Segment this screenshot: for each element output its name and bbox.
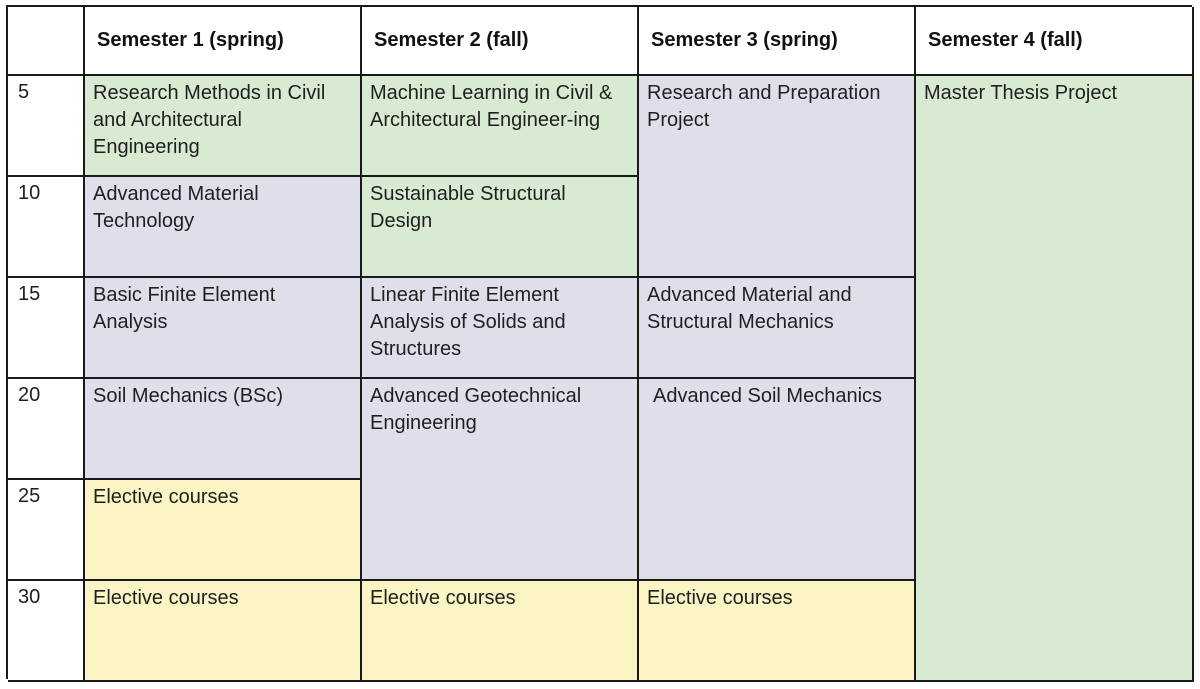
credit-label-15: 15 [8, 278, 85, 379]
header-corner [8, 7, 85, 76]
course-cell-research-methods: Research Methods in Civil and Architectural Engineering [85, 76, 362, 177]
course-cell-soil-mechanics: Soil Mechanics (BSc) [85, 379, 362, 480]
course-cell-elective-s1-b: Elective courses [85, 581, 362, 682]
credit-label-10: 10 [8, 177, 85, 278]
course-cell-advanced-material-structural: Advanced Material and Structural Mechanics [639, 278, 916, 379]
credit-label-20: 20 [8, 379, 85, 480]
header-semester-1: Semester 1 (spring) [85, 7, 362, 76]
header-semester-3: Semester 3 (spring) [639, 7, 916, 76]
course-cell-advanced-geotechnical: Advanced Geotechnical Engineering [362, 379, 639, 581]
credit-label-25: 25 [8, 480, 85, 581]
course-cell-elective-s2: Elective courses [362, 581, 639, 682]
course-cell-linear-fea: Linear Finite Element Analysis of Solids and Structures [362, 278, 639, 379]
header-semester-4: Semester 4 (fall) [916, 7, 1194, 76]
curriculum-table [6, 5, 1192, 679]
course-cell-machine-learning: Machine Learning in Civil & Architectural Engineer-ing [362, 76, 639, 177]
course-cell-advanced-material-technology: Advanced Material Technology [85, 177, 362, 278]
course-cell-sustainable-structural-design: Sustainable Structural Design [362, 177, 639, 278]
course-cell-research-preparation: Research and Preparation Project [639, 76, 916, 278]
course-cell-elective-s1-a: Elective courses [85, 480, 362, 581]
course-cell-advanced-soil-mechanics: Advanced Soil Mechanics [639, 379, 916, 581]
course-cell-elective-s3: Elective courses [639, 581, 916, 682]
course-cell-basic-fea: Basic Finite Element Analysis [85, 278, 362, 379]
header-semester-2: Semester 2 (fall) [362, 7, 639, 76]
course-cell-master-thesis: Master Thesis Project [916, 76, 1194, 682]
credit-label-5: 5 [8, 76, 85, 177]
credit-label-30: 30 [8, 581, 85, 682]
